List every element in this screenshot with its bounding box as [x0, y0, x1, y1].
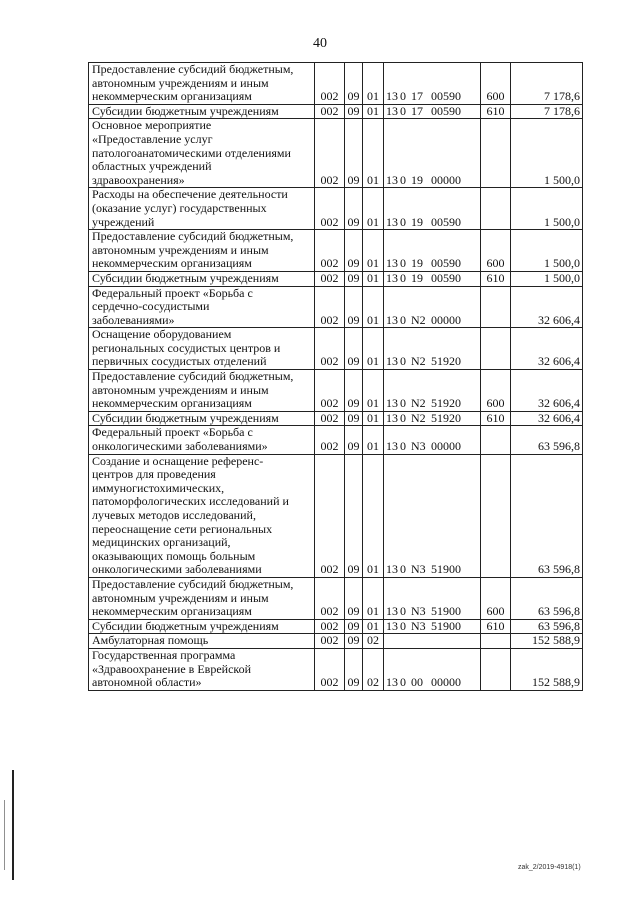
scan-margin-line — [4, 800, 5, 870]
row-name-line: региональных сосудистых центров и — [92, 340, 281, 355]
target-article-part: 0 — [400, 89, 406, 104]
row-name-line: заболеваниями» — [92, 312, 175, 327]
target-article-code — [384, 634, 481, 649]
table-row — [89, 577, 583, 619]
target-article-part: 51920 — [431, 354, 461, 369]
target-article-part: 13 — [386, 256, 398, 271]
row-name — [89, 648, 315, 690]
row-name — [89, 188, 315, 230]
section-code: 09 — [345, 271, 363, 286]
table-row — [89, 370, 583, 412]
subsection-code: 01 — [363, 286, 384, 328]
row-name — [89, 271, 315, 286]
row-name-line: Создание и оснащение референс- — [92, 454, 264, 468]
table-row — [89, 119, 583, 188]
row-name-line: патоморфологических исследований и — [92, 494, 289, 509]
admin-code: 002 — [315, 577, 345, 619]
expense-type-code — [481, 188, 511, 230]
target-article-part: 51900 — [431, 604, 461, 619]
row-name-line: Оснащение оборудованием — [92, 327, 232, 342]
table-row — [89, 411, 583, 426]
subsection-code: 01 — [363, 619, 384, 634]
expense-type-code: 600 — [481, 63, 511, 105]
amount: 7 178,6 — [511, 63, 583, 105]
expense-type-code — [481, 648, 511, 690]
target-article-part: N2 — [411, 396, 426, 411]
row-name — [89, 119, 315, 188]
row-name — [89, 634, 315, 649]
admin-code: 002 — [315, 411, 345, 426]
admin-code: 002 — [315, 286, 345, 328]
row-name-line: областных учреждений — [92, 159, 212, 174]
table-row — [89, 426, 583, 454]
amount: 1 500,0 — [511, 188, 583, 230]
admin-code: 002 — [315, 426, 345, 454]
target-article-part: 13 — [386, 411, 398, 425]
target-article-part: 19 — [411, 271, 423, 285]
row-name-line: автономным учреждениям и иным — [92, 590, 269, 605]
row-name-line: центров для проведения — [92, 467, 216, 482]
admin-code: 002 — [315, 104, 345, 119]
amount: 63 596,8 — [511, 577, 583, 619]
target-article-part: 00 — [411, 675, 423, 690]
target-article-part: 0 — [400, 104, 406, 118]
row-name-line: некоммерческим организациям — [92, 396, 252, 411]
amount: 1 500,0 — [511, 230, 583, 272]
target-article-part: 51920 — [431, 396, 461, 411]
expense-type-code: 600 — [481, 577, 511, 619]
row-name-line: некоммерческим организациям — [92, 89, 252, 104]
target-article-part: 00590 — [431, 271, 461, 285]
expense-type-code — [481, 634, 511, 649]
row-name-line: лучевых методов исследований, — [92, 508, 256, 522]
target-article-part: 51920 — [431, 411, 461, 425]
target-article-part: 19 — [411, 214, 423, 229]
target-article-code — [384, 454, 481, 577]
target-article-part: 0 — [400, 256, 406, 271]
amount: 7 178,6 — [511, 104, 583, 119]
amount: 32 606,4 — [511, 328, 583, 370]
row-name-line: «Предоставление услуг — [92, 131, 213, 146]
row-name — [89, 619, 315, 634]
admin-code: 002 — [315, 634, 345, 649]
target-article-part: 0 — [400, 411, 406, 425]
amount: 32 606,4 — [511, 286, 583, 328]
target-article-part: 13 — [386, 312, 398, 327]
target-article-code — [384, 104, 481, 119]
amount: 32 606,4 — [511, 370, 583, 412]
amount: 63 596,8 — [511, 426, 583, 454]
row-name-line: учреждений — [92, 214, 155, 229]
expense-type-code — [481, 426, 511, 454]
amount: 32 606,4 — [511, 411, 583, 426]
target-article-part: 0 — [400, 354, 406, 369]
target-article-part: 13 — [386, 354, 398, 369]
expense-type-code: 610 — [481, 411, 511, 426]
target-article-part: N3 — [411, 439, 426, 454]
subsection-code: 01 — [363, 328, 384, 370]
subsection-code: 01 — [363, 271, 384, 286]
table-row — [89, 286, 583, 328]
subsection-code: 01 — [363, 577, 384, 619]
target-article-part: 00590 — [431, 214, 461, 229]
table-row — [89, 230, 583, 272]
section-code: 09 — [345, 188, 363, 230]
target-article-code — [384, 230, 481, 272]
section-code: 09 — [345, 119, 363, 188]
admin-code: 002 — [315, 454, 345, 577]
target-article-part: 0 — [400, 214, 406, 229]
expense-type-code — [481, 328, 511, 370]
row-name — [89, 426, 315, 454]
subsection-code: 01 — [363, 411, 384, 426]
admin-code: 002 — [315, 370, 345, 412]
expense-type-code: 600 — [481, 370, 511, 412]
section-code: 09 — [345, 454, 363, 577]
row-name-line: (оказание услуг) государственных — [92, 200, 267, 215]
expense-type-code: 610 — [481, 104, 511, 119]
target-article-part: 0 — [400, 439, 406, 454]
row-name-line: некоммерческим организациям — [92, 256, 252, 271]
table-row — [89, 188, 583, 230]
subsection-code: 01 — [363, 63, 384, 105]
section-code: 09 — [345, 370, 363, 412]
target-article-part: 00590 — [431, 104, 461, 118]
section-code: 09 — [345, 619, 363, 634]
section-code: 09 — [345, 634, 363, 649]
row-name — [89, 577, 315, 619]
row-name-line: оказывающих помощь больным — [92, 548, 256, 563]
row-name-line: Субсидии бюджетным учреждениям — [92, 271, 279, 285]
row-name-line: Государственная программа — [92, 648, 236, 662]
row-name-line: Предоставление субсидий бюджетным, — [92, 577, 294, 591]
admin-code: 002 — [315, 230, 345, 272]
row-name-line: Федеральный проект «Борьба с — [92, 286, 253, 300]
row-name-line: Субсидии бюджетным учреждениям — [92, 411, 279, 425]
expense-type-code: 610 — [481, 619, 511, 634]
target-article-code — [384, 63, 481, 105]
target-article-part: 13 — [386, 104, 398, 118]
row-name-line: Субсидии бюджетным учреждениям — [92, 619, 279, 633]
target-article-code — [384, 426, 481, 454]
row-name-line: Предоставление субсидий бюджетным, — [92, 369, 294, 384]
subsection-code: 01 — [363, 230, 384, 272]
target-article-code — [384, 119, 481, 188]
target-article-part: 19 — [411, 172, 423, 187]
expense-type-code — [481, 286, 511, 328]
table-row — [89, 104, 583, 119]
row-name-line: иммуногистохимических, — [92, 480, 225, 495]
expense-type-code — [481, 454, 511, 577]
amount: 1 500,0 — [511, 271, 583, 286]
target-article-part: 17 — [411, 89, 423, 104]
target-article-code — [384, 370, 481, 412]
expense-type-code: 600 — [481, 230, 511, 272]
subsection-code: 02 — [363, 648, 384, 690]
row-name-line: Субсидии бюджетным учреждениям — [92, 104, 279, 118]
row-name — [89, 411, 315, 426]
admin-code: 002 — [315, 619, 345, 634]
target-article-part: 0 — [400, 312, 406, 327]
subsection-code: 01 — [363, 104, 384, 119]
target-article-part: 51900 — [431, 619, 461, 633]
row-name-line: автономной области» — [92, 675, 202, 690]
admin-code: 002 — [315, 328, 345, 370]
subsection-code: 01 — [363, 370, 384, 412]
scan-margin-line — [12, 770, 14, 880]
target-article-part: 13 — [386, 396, 398, 411]
target-article-code — [384, 271, 481, 286]
target-article-part: 13 — [386, 439, 398, 454]
amount: 63 596,8 — [511, 454, 583, 577]
target-article-code — [384, 648, 481, 690]
table-row — [89, 634, 583, 649]
target-article-part: 13 — [386, 271, 398, 285]
row-name-line: Расходы на обеспечение деятельности — [92, 187, 288, 202]
target-article-code — [384, 577, 481, 619]
target-article-part: 17 — [411, 104, 423, 118]
row-name — [89, 104, 315, 119]
target-article-part: 00590 — [431, 256, 461, 271]
target-article-part: 19 — [411, 256, 423, 271]
target-article-part: 00000 — [431, 312, 461, 327]
target-article-part: 0 — [400, 562, 406, 577]
row-name — [89, 370, 315, 412]
target-article-part: 13 — [386, 214, 398, 229]
table-row — [89, 63, 583, 105]
section-code: 09 — [345, 411, 363, 426]
target-article-part: N3 — [411, 604, 426, 619]
target-article-part: 51900 — [431, 562, 461, 577]
target-article-part: 00590 — [431, 89, 461, 104]
admin-code: 002 — [315, 119, 345, 188]
target-article-code — [384, 411, 481, 426]
row-name-line: онкологическими заболеваниями — [92, 562, 262, 577]
amount: 63 596,8 — [511, 619, 583, 634]
target-article-code — [384, 286, 481, 328]
target-article-code — [384, 619, 481, 634]
section-code: 09 — [345, 230, 363, 272]
target-article-part: 13 — [386, 604, 398, 619]
target-article-part: N3 — [411, 619, 426, 633]
subsection-code: 02 — [363, 634, 384, 649]
admin-code: 002 — [315, 271, 345, 286]
row-name-line: Федеральный проект «Борьба с — [92, 425, 253, 440]
target-article-part: N3 — [411, 562, 426, 577]
section-code: 09 — [345, 286, 363, 328]
amount: 152 588,9 — [511, 634, 583, 649]
target-article-part: 13 — [386, 562, 398, 577]
admin-code: 002 — [315, 63, 345, 105]
table-row — [89, 648, 583, 690]
target-article-part: 0 — [400, 271, 406, 285]
row-name-line: онкологическими заболеваниями» — [92, 439, 268, 454]
row-name — [89, 454, 315, 577]
section-code: 09 — [345, 63, 363, 105]
row-name-line: Амбулаторная помощь — [92, 633, 209, 648]
row-name-line: здравоохранения» — [92, 172, 185, 187]
row-name-line: переоснащение сети региональных — [92, 521, 273, 536]
subsection-code: 01 — [363, 188, 384, 230]
target-article-code — [384, 328, 481, 370]
target-article-part: 13 — [386, 675, 398, 690]
row-name — [89, 230, 315, 272]
section-code: 09 — [345, 426, 363, 454]
subsection-code: 01 — [363, 426, 384, 454]
row-name-line: «Здравоохранение в Еврейской — [92, 661, 252, 676]
row-name-line: сердечно-сосудистыми — [92, 299, 210, 314]
row-name-line: Предоставление субсидий бюджетным, — [92, 62, 294, 76]
expense-type-code: 610 — [481, 271, 511, 286]
target-article-part: 00000 — [431, 675, 461, 690]
row-name-line: автономным учреждениям и иным — [92, 75, 269, 90]
target-article-part: 00000 — [431, 439, 461, 454]
subsection-code: 01 — [363, 119, 384, 188]
row-name-line: некоммерческим организациям — [92, 604, 252, 619]
table-row — [89, 328, 583, 370]
row-name-line: Основное мероприятие — [92, 118, 212, 133]
amount: 152 588,9 — [511, 648, 583, 690]
target-article-part: N2 — [411, 354, 426, 369]
target-article-part: 13 — [386, 619, 398, 633]
target-article-part: 13 — [386, 89, 398, 104]
target-article-part: 13 — [386, 172, 398, 187]
admin-code: 002 — [315, 648, 345, 690]
section-code: 09 — [345, 328, 363, 370]
table-row — [89, 454, 583, 577]
admin-code: 002 — [315, 188, 345, 230]
target-article-part: 0 — [400, 396, 406, 411]
row-name-line: первичных сосудистых отделений — [92, 354, 267, 369]
budget-table-body — [89, 63, 583, 691]
row-name — [89, 63, 315, 105]
table-row — [89, 271, 583, 286]
section-code: 09 — [345, 104, 363, 119]
expense-type-code — [481, 119, 511, 188]
row-name-line: медицинских организаций, — [92, 535, 231, 550]
budget-table — [88, 62, 583, 691]
subsection-code: 01 — [363, 454, 384, 577]
amount: 1 500,0 — [511, 119, 583, 188]
row-name-line: Предоставление субсидий бюджетным, — [92, 229, 294, 244]
row-name-line: автономным учреждениям и иным — [92, 382, 269, 397]
target-article-code — [384, 188, 481, 230]
document-code: zak_2/2019-4918(1) — [518, 864, 581, 871]
section-code: 09 — [345, 648, 363, 690]
section-code: 09 — [345, 577, 363, 619]
row-name-line: автономным учреждениям и иным — [92, 242, 269, 257]
target-article-part: 0 — [400, 619, 406, 633]
page-number: 40 — [313, 36, 327, 51]
table-row — [89, 619, 583, 634]
row-name-line: патологоанатомическими отделениями — [92, 145, 291, 160]
target-article-part: N2 — [411, 312, 426, 327]
target-article-part: 0 — [400, 604, 406, 619]
target-article-part: 0 — [400, 172, 406, 187]
target-article-part: 00000 — [431, 172, 461, 187]
row-name — [89, 328, 315, 370]
target-article-part: 0 — [400, 675, 406, 690]
target-article-part: N2 — [411, 411, 426, 425]
row-name — [89, 286, 315, 328]
